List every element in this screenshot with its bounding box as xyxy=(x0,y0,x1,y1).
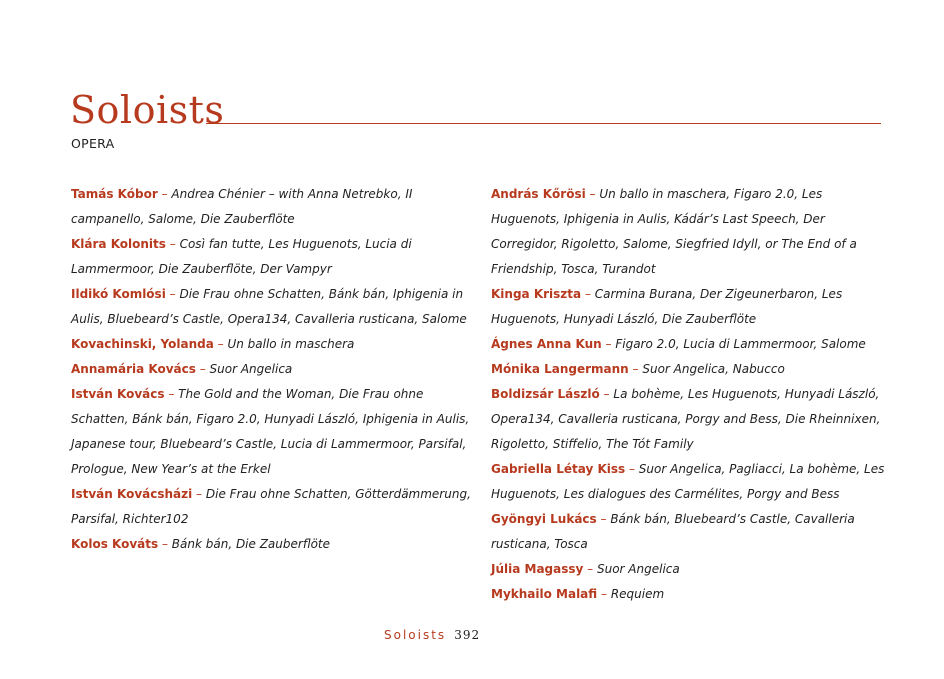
soloist-works: Suor Angelica, Nabucco xyxy=(642,362,785,376)
soloist-name: Kinga Kriszta xyxy=(491,287,582,301)
soloist-works: Andrea Chénier – with Anna Netrebko, II campanello, Salome, Die Zauberflöte xyxy=(71,187,413,226)
soloist-name: András Kőrösi xyxy=(491,187,586,201)
section-subtitle: OPERA xyxy=(71,136,115,151)
right-column xyxy=(491,182,891,607)
soloist-name: Kovachinski, Yolanda xyxy=(71,337,214,351)
soloist-entry: Mykhailo Malafi – Requiem xyxy=(491,587,665,601)
soloist-entry: Kinga Kriszta – Carmina Burana, Der Zigeunerbaron, Les Huguenots, Hunyadi László, Die Zauberflöte xyxy=(491,287,843,326)
soloist-works: Figaro 2.0, Lucia di Lammermoor, Salome xyxy=(615,337,866,351)
soloist-works: Bánk bán, Die Zauberflöte xyxy=(171,537,331,551)
soloist-name: Mykhailo Malafi xyxy=(491,587,598,601)
soloist-name: Mónika Langermann xyxy=(491,362,629,376)
soloist-name: Kolos Kováts xyxy=(71,537,159,551)
soloist-works: Carmina Burana, Der Zigeunerbaron, Les Huguenots, Hunyadi László, Die Zauberflöte xyxy=(491,287,843,326)
left-column xyxy=(71,182,471,557)
soloist-name: Ágnes Anna Kun xyxy=(491,337,602,351)
soloist-name: Tamás Kóbor xyxy=(71,187,158,201)
page-title: Soloists xyxy=(70,88,225,132)
soloist-works: Requiem xyxy=(610,587,665,601)
soloist-entry: István Kovácsházi – Die Frau ohne Schatten, Götterdämmerung, Parsifal, Richter102 xyxy=(71,487,471,526)
title-rule xyxy=(206,123,881,124)
page-number: 392 xyxy=(454,628,481,642)
soloist-entry: András Kőrösi – Un ballo in maschera, Figaro 2.0, Les Huguenots, Iphigenia in Aulis, Kádár’s Last Speech, Der Corregidor, Rigoletto, Salome, Siegfried Idyll, or The End of a Friendship, Tosca, Turandot xyxy=(491,187,857,276)
soloist-works: The Gold and the Woman, Die Frau ohne Schatten, Bánk bán, Figaro 2.0, Hunyadi László, Iphigenia in Aulis, Japanese tour, Bluebeard’s Castle, Lucia di Lammermoor, Parsifal, Prologue, New Year’s at the Erkel xyxy=(71,387,470,476)
soloist-entry: Boldizsár László – La bohème, Les Huguenots, Hunyadi László, Opera134, Cavalleria rusticana, Porgy and Bess, Die Rheinnixen, Rigoletto, Stiffelio, The Tót Family xyxy=(491,387,881,451)
soloist-works: Suor Angelica, Pagliacci, La bohème, Les Huguenots, Les dialogues des Carmélites, Porgy and Bess xyxy=(491,462,885,501)
soloist-name: Gyöngyi Lukács xyxy=(491,512,597,526)
soloist-entry: Klára Kolonits – Così fan tutte, Les Huguenots, Lucia di Lammermoor, Die Zauberflöte, Der Vampyr xyxy=(71,237,412,276)
soloist-entry: Ágnes Anna Kun – Figaro 2.0, Lucia di Lammermoor, Salome xyxy=(491,337,866,351)
soloist-name: Annamária Kovács xyxy=(71,362,196,376)
soloist-works: Bánk bán, Bluebeard’s Castle, Cavalleria rusticana, Tosca xyxy=(491,512,855,551)
soloist-works: Così fan tutte, Les Huguenots, Lucia di Lammermoor, Die Zauberflöte, Der Vampyr xyxy=(71,237,412,276)
soloist-entry: Gyöngyi Lukács – Bánk bán, Bluebeard’s Castle, Cavalleria rusticana, Tosca xyxy=(491,512,855,551)
soloist-entry: Annamária Kovács – Suor Angelica xyxy=(71,362,293,376)
soloist-works: Un ballo in maschera, Figaro 2.0, Les Huguenots, Iphigenia in Aulis, Kádár’s Last Speech, Der Corregidor, Rigoletto, Salome, Siegfried Idyll, or The End of a Friendship, Tosca, Turandot xyxy=(491,187,857,276)
soloist-entry: Kovachinski, Yolanda – Un ballo in maschera xyxy=(71,337,355,351)
soloist-works: Un ballo in maschera xyxy=(227,337,355,351)
soloist-entry: Tamás Kóbor – Andrea Chénier – with Anna Netrebko, II campanello, Salome, Die Zauberflöte xyxy=(71,187,413,226)
soloist-works: Suor Angelica xyxy=(209,362,293,376)
soloist-name: Gabriella Létay Kiss xyxy=(491,462,626,476)
soloist-entry: Mónika Langermann – Suor Angelica, Nabucco xyxy=(491,362,785,376)
soloist-entry: István Kovács – The Gold and the Woman, Die Frau ohne Schatten, Bánk bán, Figaro 2.0, Hunyadi László, Iphigenia in Aulis, Japanese tour, Bluebeard’s Castle, Lucia di Lammermoor, Parsifal, Prologue, New Year’s at the Erkel xyxy=(71,387,470,476)
soloist-works: La bohème, Les Huguenots, Hunyadi László, Opera134, Cavalleria rusticana, Porgy and Bess, Die Rheinnixen, Rigoletto, Stiffelio, The Tót Family xyxy=(491,387,881,451)
soloist-name: István Kovács xyxy=(71,387,165,401)
soloist-entry: Kolos Kováts – Bánk bán, Die Zauberflöte xyxy=(71,537,331,551)
footer-section-label: Soloists xyxy=(384,628,447,642)
soloist-works: Die Frau ohne Schatten, Götterdämmerung, Parsifal, Richter102 xyxy=(71,487,471,526)
soloist-name: Klára Kolonits xyxy=(71,237,166,251)
soloist-name: Júlia Magassy xyxy=(491,562,584,576)
soloist-name: Ildikó Komlósi xyxy=(71,287,166,301)
soloist-name: Boldizsár László xyxy=(491,387,600,401)
soloist-works: Suor Angelica xyxy=(596,562,680,576)
page-footer xyxy=(384,628,480,642)
soloist-works: Die Frau ohne Schatten, Bánk bán, Iphigenia in Aulis, Bluebeard’s Castle, Opera134, Cavalleria rusticana, Salome xyxy=(71,287,467,326)
soloist-entry: Gabriella Létay Kiss – Suor Angelica, Pagliacci, La bohème, Les Huguenots, Les dialogues des Carmélites, Porgy and Bess xyxy=(491,462,885,501)
soloist-entry: Ildikó Komlósi – Die Frau ohne Schatten, Bánk bán, Iphigenia in Aulis, Bluebeard’s Castle, Opera134, Cavalleria rusticana, Salome xyxy=(71,287,467,326)
soloist-name: István Kovácsházi xyxy=(71,487,193,501)
soloist-entry: Júlia Magassy – Suor Angelica xyxy=(491,562,680,576)
